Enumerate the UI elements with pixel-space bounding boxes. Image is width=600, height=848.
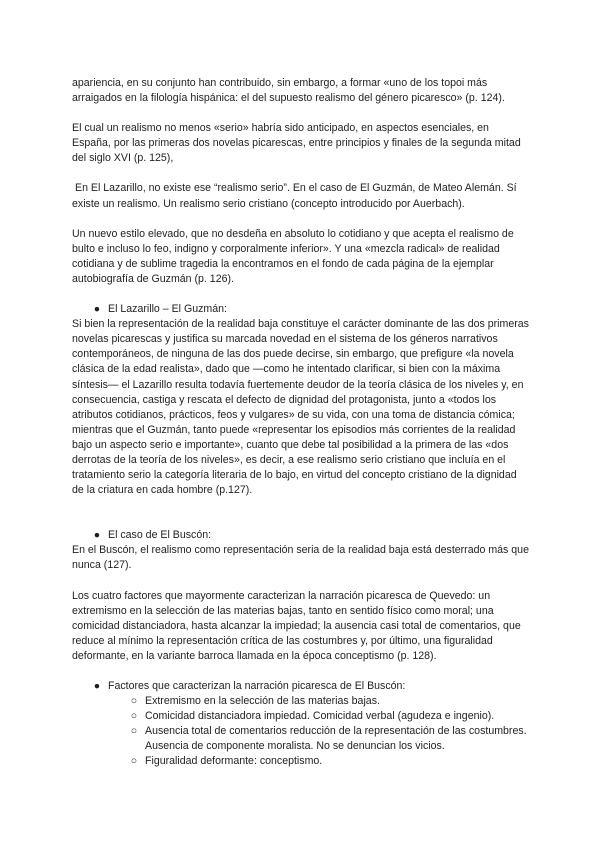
list-item — [72, 709, 530, 724]
paragraph-lazarillo-body: Si bien la representación de la realidad baja constituye el carácter dominante de las dos primeras novelas picarescas y justifica su marcada novedad en el sistema de los géneros narrativos contemporáneos, de ninguna de las dos puede decirse, sin embargo, que prefigure «la novela clásica de la edad realista», dado que —como he intentado clarificar, si bien con la máxima síntesis— el Lazarillo resulta todavía fuertemente deudor de la teoría clásica de los niveles y, en consecuencia, castiga y rescata el defecto de dignidad del protagonista, junto a «todos los atributos cotidianos, prácticos, feos y vulgares» de su vida, con una toma de distancia cómica; mientras que el Guzmán, tanto puede «representar los episodios más corrientes de la realidad bajo un aspecto serio e importante», cuanto que debe tal posibilidad a la primera de las «dos derrotas de la teoría de los niveles», es decir, a ese realismo serio cristiano que incluía en el tratamiento serio la categoría literaria de lo bajo, en virtud del concepto cristiano de la dignidad de la criatura en cada hombre (p.127). — [72, 318, 529, 497]
bullet-dot-icon: ● — [93, 303, 101, 316]
bullet-heading-buscon: El caso de El Buscón: — [108, 529, 212, 542]
paragraph-cuatro-factores: Los cuatro factores que mayormente caracterizan la narración picaresca de Quevedo: un extremismo en la selección de las materias bajas, tanto en sentido físico como moral; una comicidad distanciadora, hasta alcanzar la impiedad; la ausencia casi total de comentarios, que reduce al mínimo la representación crítica de las costumbres y, por último, una figuralidad deformante, en la variante barroca llamada en la época conceptismo (p. 128). — [72, 589, 521, 662]
circle-bullet-icon: ○ — [130, 755, 138, 768]
bullet-lazarillo-guzman — [72, 302, 530, 317]
paragraph-topoi: apariencia, en su conjunto han contribuido, sin embargo, a formar «uno de los topoi más arraigados en la filología hispánica: el del supuesto realismo del género picaresco» (p. 124). — [72, 77, 505, 105]
circle-bullet-icon: ○ — [130, 710, 138, 723]
factores-sublist — [72, 694, 530, 769]
spacer — [72, 513, 530, 528]
circle-bullet-icon: ○ — [130, 695, 138, 708]
bullet-heading-lazarillo: El Lazarillo – El Guzmán: — [108, 303, 227, 316]
list-item — [72, 694, 530, 709]
circle-bullet-icon: ○ — [130, 725, 138, 738]
list-item-text: Figuralidad deformante: conceptismo. — [145, 755, 323, 768]
bullet-dot-icon: ● — [93, 529, 101, 542]
list-item-text: Extremismo en la selección de las materias bajas. — [145, 695, 380, 708]
bullet-factores — [72, 679, 530, 694]
paragraph-lazarillo-guzman-realismo: En El Lazarillo, no existe ese “realismo serio”. En el caso de El Guzmán, de Mateo Alemán. Sí existe un realismo. Un realismo serio cristiano (concepto introducido por Auerbach). — [72, 182, 517, 210]
bullet-heading-factores: Factores que caracterizan la narración picaresca de El Buscón: — [108, 680, 406, 692]
paragraph-realismo-serio: El cual un realismo no menos «serio» habría sido anticipado, en aspectos esenciales, en España, por las primeras dos novelas picarescas, entre principios y finales de la segunda mitad del siglo XVI (p. 125), — [72, 122, 521, 165]
paragraph-buscon-body: En el Buscón, el realismo como representación seria de la realidad baja está desterrado más que nunca (127). — [72, 544, 529, 572]
list-item-text: Ausencia total de comentarios reducción de la representación de las costumbres. Ausencia de componente moralista. No se denuncian los vicios. — [145, 725, 527, 753]
list-item — [72, 754, 530, 769]
list-item — [72, 724, 530, 754]
list-item-text: Comicidad distanciadora impiedad. Comicidad verbal (agudeza e ingenio). — [145, 710, 495, 723]
bullet-buscon — [72, 528, 530, 543]
bullet-dot-icon: ● — [93, 680, 101, 692]
document-page — [72, 76, 530, 770]
paragraph-estilo-elevado: Un nuevo estilo elevado, que no desdeña en absoluto lo cotidiano y que acepta el realismo de bulto e incluso lo feo, indigno y corporalmente inferior». Y una «mezcla radical» de realidad cotidiana y de sublime tragedia la encontramos en el fondo de cada página de la ejemplar autobiografía de Guzmán (p. 126). — [72, 227, 514, 285]
